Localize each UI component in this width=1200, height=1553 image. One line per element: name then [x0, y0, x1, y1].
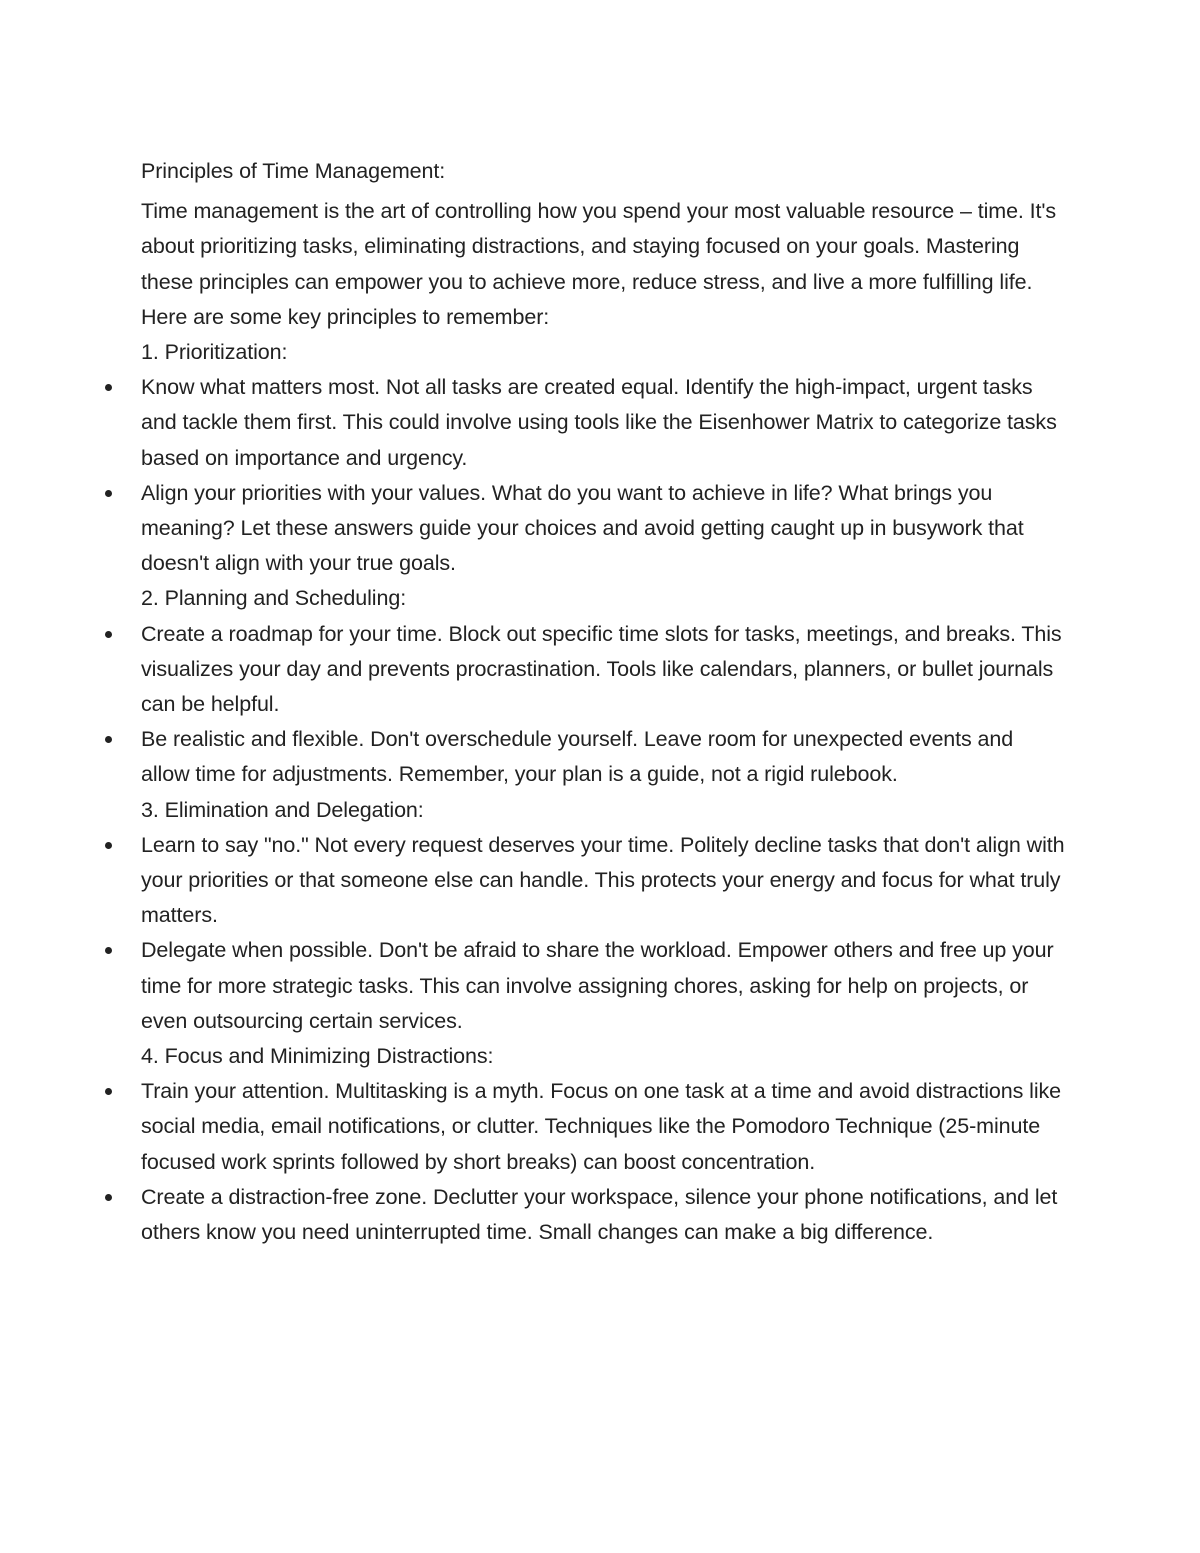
section-heading: 1. Prioritization:	[141, 340, 288, 365]
list-item	[141, 828, 1066, 934]
list-item-text: Learn to say "no." Not every request deserves your time. Politely decline tasks that don't align with your priorities or that someone else can handle. This protects your energy and focus for what truly matters.	[141, 832, 1065, 928]
list-item	[141, 617, 1066, 723]
bullet-icon	[105, 1194, 112, 1201]
list-item	[141, 370, 1066, 476]
bullet-icon	[105, 947, 112, 954]
list-item-text: Be realistic and flexible. Don't overschedule yourself. Leave room for unexpected events and allow time for adjustments. Remember, your plan is a guide, not a rigid rulebook.	[141, 727, 1014, 787]
lead-in-paragraph: Here are some key principles to remember:	[141, 304, 550, 329]
section-elimination-delegation	[141, 793, 1066, 1039]
bullet-list	[141, 370, 1066, 581]
bullet-list	[141, 617, 1066, 793]
list-item-text: Create a distraction-free zone. Declutter your workspace, silence your phone notifications, and let others know you need uninterrupted time. Small changes can make a big difference.	[141, 1184, 1058, 1245]
bullet-icon	[105, 490, 112, 497]
section-heading: 4. Focus and Minimizing Distractions:	[141, 1044, 494, 1069]
list-item	[141, 1180, 1066, 1250]
section-focus-distractions	[141, 1039, 1066, 1250]
list-item	[141, 722, 1066, 792]
bullet-icon	[105, 736, 112, 743]
list-item-text: Train your attention. Multitasking is a myth. Focus on one task at a time and avoid distractions like social media, email notifications, or clutter. Techniques like the Pomodoro Technique (25-minute focused work sprints followed by short breaks) can boost concentration.	[141, 1079, 1062, 1174]
bullet-list	[141, 828, 1066, 1039]
section-heading: 3. Elimination and Delegation:	[141, 797, 424, 822]
list-item	[141, 933, 1066, 1039]
bullet-icon	[105, 631, 112, 638]
list-item	[141, 1074, 1066, 1180]
document-body	[141, 154, 1066, 1250]
bullet-list	[141, 1074, 1066, 1250]
bullet-icon	[105, 1088, 112, 1095]
list-item-text: Delegate when possible. Don't be afraid to share the workload. Empower others and free up your time for more strategic tasks. This can involve assigning chores, asking for help on projects, or even outsourcing certain services.	[141, 938, 1054, 1033]
list-item	[141, 476, 1066, 582]
list-item-text: Create a roadmap for your time. Block out specific time slots for tasks, meetings, and breaks. This visualizes your day and prevents procrastination. Tools like calendars, planners, or bullet journals can be helpful.	[141, 621, 1062, 717]
section-planning-scheduling	[141, 581, 1066, 792]
bullet-icon	[105, 842, 112, 849]
section-prioritization	[141, 335, 1066, 581]
bullet-icon	[105, 384, 112, 391]
list-item-text: Know what matters most. Not all tasks are created equal. Identify the high-impact, urgent tasks and tackle them first. This could involve using tools like the Eisenhower Matrix to categorize tasks based on importance and urgency.	[141, 375, 1057, 470]
section-heading: 2. Planning and Scheduling:	[141, 586, 407, 611]
document-title: Principles of Time Management:	[141, 159, 446, 183]
intro-paragraph: Time management is the art of controlling how you spend your most valuable resource – time. It's about prioritizing tasks, eliminating distractions, and staying focused on your goals. Mastering these principles can empower you to achieve more, reduce stress, and live a more fulfilling life.	[141, 199, 1057, 294]
list-item-text: Align your priorities with your values. What do you want to achieve in life? What brings you meaning? Let these answers guide your choices and avoid getting caught up in busywork that doesn't align with your true goals.	[141, 480, 1024, 576]
